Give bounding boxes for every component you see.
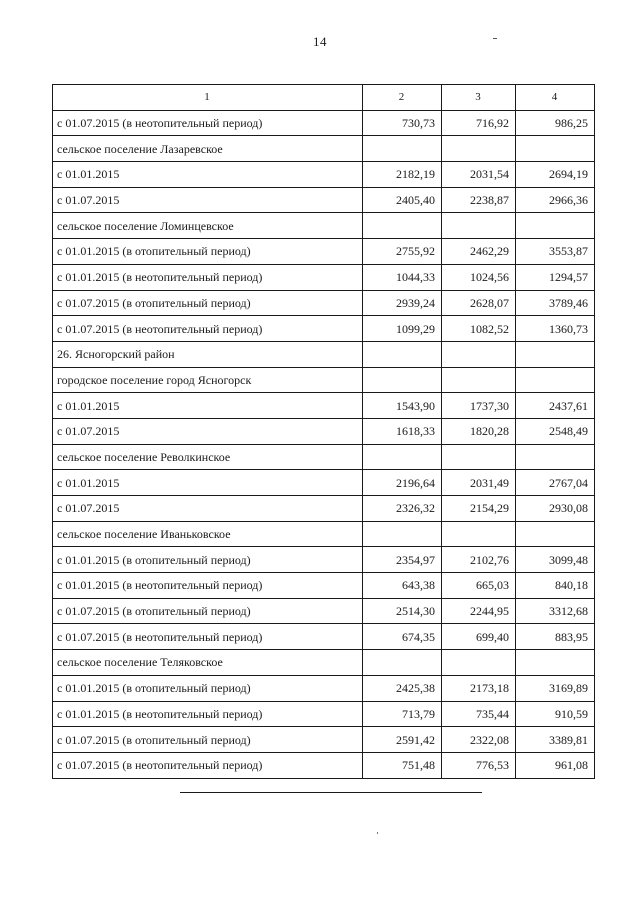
table-row — [53, 264, 595, 290]
table-row — [53, 213, 595, 239]
value-cell-col2: 2939,24 — [363, 290, 442, 316]
table-row — [53, 290, 595, 316]
row-label-cell: с 01.01.2015 (в отопительный период) — [53, 239, 363, 265]
table-row — [53, 470, 595, 496]
value-cell-col2 — [363, 136, 442, 162]
value-cell-col3: 2462,29 — [442, 239, 516, 265]
table-row — [53, 675, 595, 701]
table-row — [53, 547, 595, 573]
row-label-cell: с 01.07.2015 (в неотопительный период) — [53, 110, 363, 136]
value-cell-col2: 643,38 — [363, 573, 442, 599]
row-label-cell: с 01.07.2015 (в отопительный период) — [53, 598, 363, 624]
row-label-cell: с 01.01.2015 (в неотопительный период) — [53, 573, 363, 599]
value-cell-col3: 1024,56 — [442, 264, 516, 290]
row-label-cell: с 01.07.2015 (в неотопительный период) — [53, 316, 363, 342]
value-cell-col3 — [442, 213, 516, 239]
value-cell-col4: 2767,04 — [516, 470, 595, 496]
page-number: 14 — [313, 34, 327, 49]
row-label-cell: с 01.01.2015 — [53, 393, 363, 419]
table-row — [53, 239, 595, 265]
table-row — [53, 444, 595, 470]
value-cell-col4 — [516, 444, 595, 470]
table-row — [53, 598, 595, 624]
value-cell-col3: 776,53 — [442, 752, 516, 778]
scan-dot — [377, 832, 378, 834]
row-label-cell: сельское поселение Револкинское — [53, 444, 363, 470]
row-label-cell: с 01.07.2015 — [53, 187, 363, 213]
header-cell-1: 1 — [53, 85, 363, 111]
value-cell-col3: 2031,54 — [442, 162, 516, 188]
value-cell-col3: 716,92 — [442, 110, 516, 136]
value-cell-col2: 730,73 — [363, 110, 442, 136]
value-cell-col4: 1360,73 — [516, 316, 595, 342]
row-label-cell: с 01.01.2015 (в отопительный период) — [53, 547, 363, 573]
value-cell-col4: 2548,49 — [516, 418, 595, 444]
scan-speck — [493, 38, 497, 39]
value-cell-col4: 2694,19 — [516, 162, 595, 188]
value-cell-col3 — [442, 136, 516, 162]
header-cell-3: 3 — [442, 85, 516, 111]
row-label-cell: с 01.07.2015 — [53, 418, 363, 444]
table-row — [53, 573, 595, 599]
row-label-cell: с 01.01.2015 (в отопительный период) — [53, 675, 363, 701]
value-cell-col2: 2326,32 — [363, 496, 442, 522]
row-label-cell: с 01.01.2015 (в неотопительный период) — [53, 701, 363, 727]
value-cell-col3: 2173,18 — [442, 675, 516, 701]
value-cell-col3 — [442, 444, 516, 470]
value-cell-col2: 2196,64 — [363, 470, 442, 496]
value-cell-col2: 2514,30 — [363, 598, 442, 624]
table-row — [53, 496, 595, 522]
value-cell-col4: 3553,87 — [516, 239, 595, 265]
value-cell-col2: 674,35 — [363, 624, 442, 650]
row-label-cell: с 01.01.2015 — [53, 162, 363, 188]
value-cell-col2 — [363, 650, 442, 676]
table-body — [53, 85, 595, 779]
table-row — [53, 418, 595, 444]
value-cell-col3 — [442, 650, 516, 676]
value-cell-col2 — [363, 341, 442, 367]
row-label-cell: городское поселение город Ясногорск — [53, 367, 363, 393]
value-cell-col3: 2102,76 — [442, 547, 516, 573]
row-label-cell: с 01.07.2015 (в отопительный период) — [53, 727, 363, 753]
row-label-cell: с 01.07.2015 (в отопительный период) — [53, 290, 363, 316]
row-label-cell: с 01.07.2015 (в неотопительный период) — [53, 752, 363, 778]
table-header-row — [53, 85, 595, 111]
value-cell-col4 — [516, 650, 595, 676]
table-row — [53, 136, 595, 162]
value-cell-col3 — [442, 341, 516, 367]
row-label-cell: 26. Ясногорский район — [53, 341, 363, 367]
value-cell-col2: 751,48 — [363, 752, 442, 778]
value-cell-col4: 3789,46 — [516, 290, 595, 316]
table-row — [53, 752, 595, 778]
table-row — [53, 341, 595, 367]
row-label-cell: сельское поселение Теляковское — [53, 650, 363, 676]
table-row — [53, 650, 595, 676]
value-cell-col4: 840,18 — [516, 573, 595, 599]
row-label-cell: с 01.07.2015 (в неотопительный период) — [53, 624, 363, 650]
value-cell-col3: 2244,95 — [442, 598, 516, 624]
value-cell-col3 — [442, 521, 516, 547]
value-cell-col2: 2591,42 — [363, 727, 442, 753]
table-row — [53, 110, 595, 136]
value-cell-col4 — [516, 136, 595, 162]
value-cell-col4: 2966,36 — [516, 187, 595, 213]
value-cell-col2: 1044,33 — [363, 264, 442, 290]
row-label-cell: сельское поселение Лазаревское — [53, 136, 363, 162]
table-row — [53, 367, 595, 393]
value-cell-col2: 2405,40 — [363, 187, 442, 213]
header-cell-2: 2 — [363, 85, 442, 111]
row-label-cell: сельское поселение Иваньковское — [53, 521, 363, 547]
value-cell-col3: 2628,07 — [442, 290, 516, 316]
table-row — [53, 187, 595, 213]
value-cell-col3: 1082,52 — [442, 316, 516, 342]
value-cell-col4: 2437,61 — [516, 393, 595, 419]
value-cell-col3: 2238,87 — [442, 187, 516, 213]
bottom-rule — [180, 792, 482, 793]
value-cell-col3 — [442, 367, 516, 393]
value-cell-col4 — [516, 213, 595, 239]
table-row — [53, 624, 595, 650]
table-row — [53, 162, 595, 188]
table-row — [53, 316, 595, 342]
table-row — [53, 521, 595, 547]
value-cell-col2: 2425,38 — [363, 675, 442, 701]
value-cell-col4: 883,95 — [516, 624, 595, 650]
value-cell-col2 — [363, 444, 442, 470]
row-label-cell: с 01.01.2015 (в неотопительный период) — [53, 264, 363, 290]
value-cell-col2: 1543,90 — [363, 393, 442, 419]
value-cell-col4 — [516, 367, 595, 393]
value-cell-col2: 1618,33 — [363, 418, 442, 444]
value-cell-col4: 1294,57 — [516, 264, 595, 290]
value-cell-col2: 2755,92 — [363, 239, 442, 265]
value-cell-col2: 2354,97 — [363, 547, 442, 573]
value-cell-col3: 699,40 — [442, 624, 516, 650]
header-cell-4: 4 — [516, 85, 595, 111]
value-cell-col4: 3169,89 — [516, 675, 595, 701]
value-cell-col4 — [516, 521, 595, 547]
value-cell-col3: 665,03 — [442, 573, 516, 599]
value-cell-col4: 961,08 — [516, 752, 595, 778]
value-cell-col4: 910,59 — [516, 701, 595, 727]
table-row — [53, 727, 595, 753]
row-label-cell: с 01.01.2015 — [53, 470, 363, 496]
value-cell-col4: 3389,81 — [516, 727, 595, 753]
value-cell-col3: 1820,28 — [442, 418, 516, 444]
value-cell-col4: 986,25 — [516, 110, 595, 136]
row-label-cell: сельское поселение Ломинцевское — [53, 213, 363, 239]
value-cell-col2 — [363, 213, 442, 239]
value-cell-col2 — [363, 367, 442, 393]
table-row — [53, 393, 595, 419]
tariff-table — [52, 84, 595, 779]
row-label-cell: с 01.07.2015 — [53, 496, 363, 522]
value-cell-col2 — [363, 521, 442, 547]
value-cell-col2: 2182,19 — [363, 162, 442, 188]
value-cell-col4: 2930,08 — [516, 496, 595, 522]
value-cell-col4: 3099,48 — [516, 547, 595, 573]
value-cell-col4: 3312,68 — [516, 598, 595, 624]
value-cell-col3: 2031,49 — [442, 470, 516, 496]
value-cell-col2: 713,79 — [363, 701, 442, 727]
value-cell-col2: 1099,29 — [363, 316, 442, 342]
table-row — [53, 701, 595, 727]
value-cell-col3: 2154,29 — [442, 496, 516, 522]
value-cell-col3: 1737,30 — [442, 393, 516, 419]
value-cell-col4 — [516, 341, 595, 367]
value-cell-col3: 2322,08 — [442, 727, 516, 753]
value-cell-col3: 735,44 — [442, 701, 516, 727]
